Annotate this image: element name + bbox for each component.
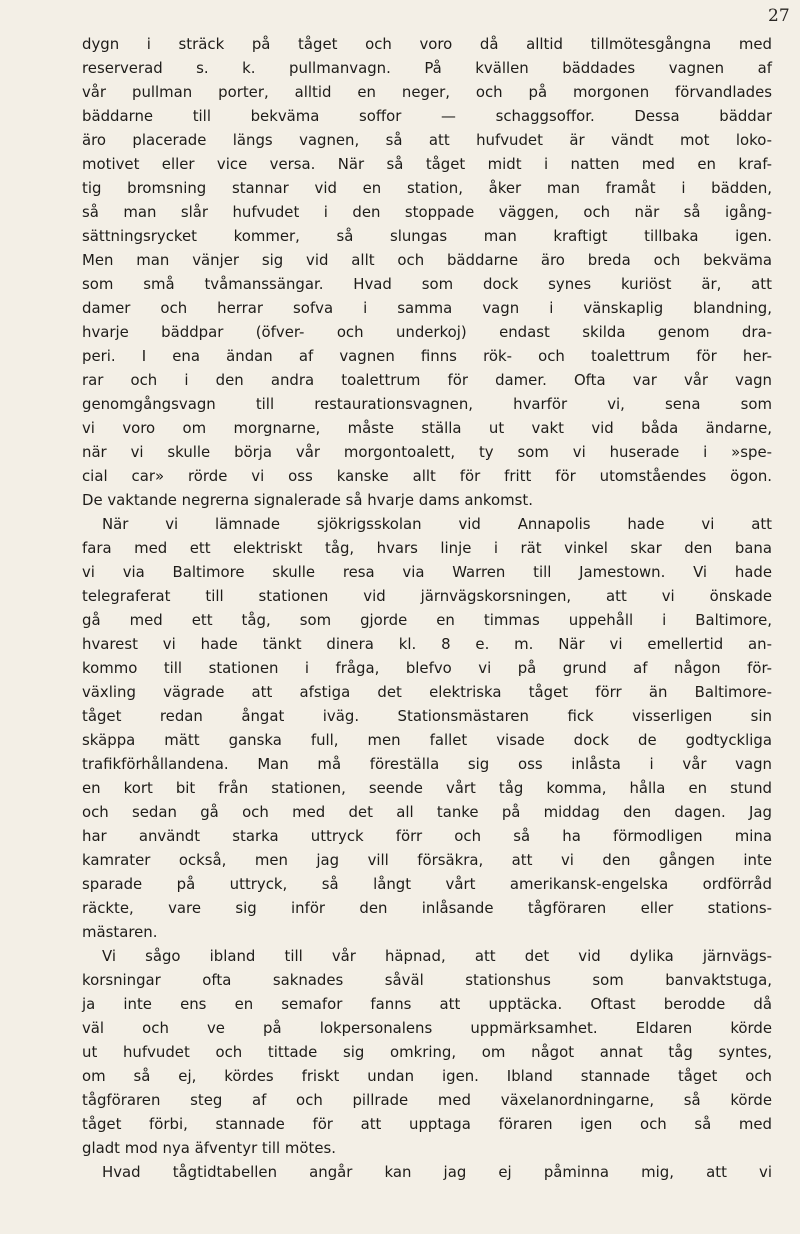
text-line: trafikförhållandena. Man må föreställa sig oss inlåsta i vår vagn — [82, 755, 772, 773]
text-line: vi voro om morgnarne, måste ställa ut vakt vid båda ändarne, — [82, 419, 772, 437]
text-line: och sedan gå och med det all tanke på middag den dagen. Jag — [82, 803, 772, 821]
text-line: äro placerade längs vagnen, så att hufvudet är vändt mot loko- — [82, 131, 772, 149]
text-line: har användt starka uttryck förr och så ha förmodligen mina — [82, 827, 772, 845]
text-line: ut hufvudet och tittade sig omkring, om något annat tåg syntes, — [82, 1043, 772, 1061]
text-line: genomgångsvagn till restaurationsvagnen, hvarför vi, sena som — [82, 395, 772, 413]
text-line: tig bromsning stannar vid en station, åker man framåt i bädden, — [82, 179, 772, 197]
text-line: telegraferat till stationen vid järnvägskorsningen, att vi önskade — [82, 587, 772, 605]
text-line: räckte, vare sig inför den inlåsande tågföraren eller stations- — [82, 899, 772, 917]
text-line: kommo till stationen i fråga, blefvo vi på grund af någon för- — [82, 659, 772, 677]
text-line: rar och i den andra toalettrum för damer. Ofta var vår vagn — [82, 371, 772, 389]
page-number: 27 — [768, 6, 790, 26]
text-line: hvarest vi hade tänkt dinera kl. 8 e. m. När vi emellertid an- — [82, 635, 772, 653]
text-line: Vi sågo ibland till vår häpnad, att det vid dylika järnvägs- — [102, 947, 772, 965]
text-line: vår pullman porter, alltid en neger, och på morgonen förvandlades — [82, 83, 772, 101]
text-line: korsningar ofta saknades såväl stationshus som banvaktstuga, — [82, 971, 772, 989]
text-line: gå med ett tåg, som gjorde en timmas uppehåll i Baltimore, — [82, 611, 772, 629]
text-line: hvarje bäddpar (öfver- och underkoj) endast skilda genom dra- — [82, 323, 772, 341]
text-line: mästaren. — [82, 923, 158, 941]
text-line: vi via Baltimore skulle resa via Warren till Jamestown. Vi hade — [82, 563, 772, 581]
text-line: ja inte ens en semafor fanns att upptäcka. Oftast berodde då — [82, 995, 772, 1013]
text-line: skäppa mätt ganska full, men fallet visade dock de godtyckliga — [82, 731, 772, 749]
text-line: Men man vänjer sig vid allt och bäddarne äro breda och bekväma — [82, 251, 772, 269]
text-line: när vi skulle börja vår morgontoalett, ty som vi huserade i »spe- — [82, 443, 772, 461]
text-line: gladt mod nya äfventyr till mötes. — [82, 1139, 337, 1157]
text-line: tåget redan ångat iväg. Stationsmästaren fick visserligen sin — [82, 707, 772, 725]
text-line: reserverad s. k. pullmanvagn. På kvällen bäddades vagnen af — [82, 59, 772, 77]
text-line: sparade på uttryck, så långt vårt amerikansk-engelska ordförråd — [82, 875, 772, 893]
body-text — [82, 32, 772, 1184]
text-line: peri. I ena ändan af vagnen finns rök- och toalettrum för her- — [82, 347, 772, 365]
text-line: damer och herrar sofva i samma vagn i vänskaplig blandning, — [82, 299, 772, 317]
text-line: tåget förbi, stannade för att upptaga föraren igen och så med — [82, 1115, 772, 1133]
text-line: Hvad tågtidtabellen angår kan jag ej påminna mig, att vi — [102, 1163, 772, 1181]
text-line: De vaktande negrerna signalerade så hvarje dams ankomst. — [82, 491, 533, 509]
text-line: dygn i sträck på tåget och voro då alltid tillmötesgångna med — [82, 35, 772, 53]
text-line: fara med ett elektriskt tåg, hvars linje i rät vinkel skar den bana — [82, 539, 772, 557]
text-line: en kort bit från stationen, seende vårt tåg komma, hålla en stund — [82, 779, 772, 797]
text-line: kamrater också, men jag vill försäkra, att vi den gången inte — [82, 851, 772, 869]
text-line: växling vägrade att afstiga det elektriska tåget förr än Baltimore- — [82, 683, 772, 701]
text-line: sättningsrycket kommer, så slungas man kraftigt tillbaka igen. — [82, 227, 772, 245]
text-line: motivet eller vice versa. När så tåget midt i natten med en kraf- — [82, 155, 772, 173]
text-line: så man slår hufvudet i den stoppade väggen, och när så igång- — [82, 203, 772, 221]
text-line: om så ej, kördes friskt undan igen. Ibland stannade tåget och — [82, 1067, 772, 1085]
text-line: väl och ve på lokpersonalens uppmärksamhet. Eldaren körde — [82, 1019, 772, 1037]
text-line: som små tvåmanssängar. Hvad som dock synes kuriöst är, att — [82, 275, 772, 293]
text-line: bäddarne till bekväma soffor — schaggsoffor. Dessa bäddar — [82, 107, 772, 125]
text-line: När vi lämnade sjökrigsskolan vid Annapolis hade vi att — [102, 515, 772, 533]
text-line: cial car» rörde vi oss kanske allt för fritt för utomståendes ögon. — [82, 467, 772, 485]
text-line: tågföraren steg af och pillrade med växelanordningarne, så körde — [82, 1091, 772, 1109]
